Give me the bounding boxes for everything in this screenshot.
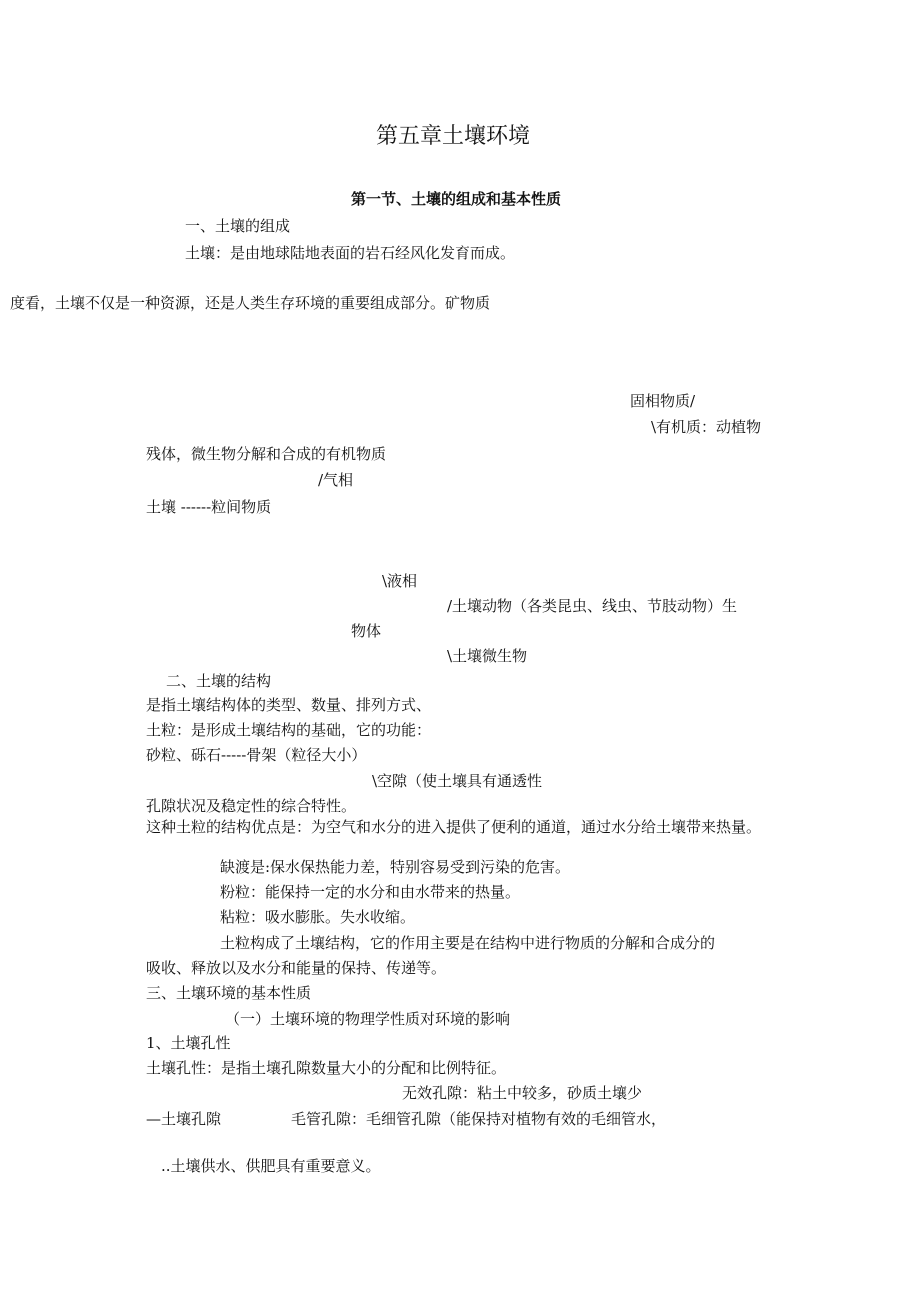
pore-line: \空隙（使土壤具有通透性 (372, 772, 543, 790)
physical-properties-heading: （一）土壤环境的物理学性质对环境的影响 (225, 1010, 511, 1028)
capillary-pores-line: 毛管孔隙：毛细管孔隙（能保持对植物有效的毛细管水， (291, 1110, 667, 1128)
solid-phase-line: 固相物质/ (630, 392, 696, 410)
gas-phase-line: /气相 (318, 471, 354, 489)
structure-advantage-paragraph: 这种土粒的结构优点是：为空气和水分的进入提供了便利的通道，通过水分给土壤带来热量。 (146, 818, 762, 836)
heading-structure: 二、土壤的结构 (166, 672, 272, 690)
structure-definition-line: 是指土壤结构体的类型、数量、排列方式、 (146, 696, 432, 714)
heading-composition: 一、土壤的组成 (185, 217, 291, 235)
ineffective-pores-line: 无效孔隙：粘土中较多，砂质土壤少 (402, 1084, 643, 1102)
organisms-line: 物体 (351, 622, 382, 640)
pore-status-line: 孔隙状况及稳定性的综合特性。 (146, 797, 357, 815)
section-title: 第一节、土壤的组成和基本性质 (350, 190, 561, 208)
particle-function-cont-line: 吸收、释放以及水分和能量的保持、传递等。 (146, 959, 447, 977)
disadvantage-line: 缺渡是:保水保热能力差，特别容易受到污染的危害。 (220, 858, 571, 876)
intergranular-line: 土壤 ------粒间物质 (146, 498, 272, 516)
organic-matter-cont-line: 残体，微生物分解和合成的有机物质 (146, 445, 387, 463)
porosity-definition-line: 土壤孔性：是指土壤孔隙数量大小的分配和比例特征。 (146, 1059, 507, 1077)
chapter-title: 第五章土壤环境 (375, 124, 530, 149)
heading-basic-properties: 三、土壤环境的基本性质 (146, 984, 312, 1002)
sand-gravel-line: 砂粒、砾石-----骨架（粒径大小） (146, 746, 367, 764)
soil-definition-line: 土壤：是由地球陆地表面的岩石经风化发育而成。 (185, 244, 516, 262)
water-fertilizer-line: ..土壤供水、供肥具有重要意义。 (161, 1157, 381, 1175)
soil-pores-label: —土壤孔隙 (146, 1110, 222, 1128)
liquid-phase-line: \液相 (382, 572, 418, 590)
soil-particle-line: 土粒：是形成土壤结构的基础，它的功能： (146, 721, 432, 739)
microorganisms-line: \土壤微生物 (447, 647, 528, 665)
soil-resource-line: 度看，土壤不仅是一种资源，还是人类生存环境的重要组成部分。矿物质 (10, 294, 491, 312)
silt-line: 粉粒：能保持一定的水分和由水带来的热量。 (220, 883, 521, 901)
organic-matter-line: \有机质：动植物 (651, 418, 762, 436)
soil-animals-line: /土壤动物（各类昆虫、线虫、节肢动物）生 (447, 597, 738, 615)
clay-line: 粘粒：吸水膨胀。失水收缩。 (220, 908, 416, 926)
particle-function-line: 土粒构成了土壤结构，它的作用主要是在结构中进行物质的分解和合成分的 (220, 934, 716, 952)
porosity-heading: 1、土壤孔性 (146, 1034, 231, 1052)
